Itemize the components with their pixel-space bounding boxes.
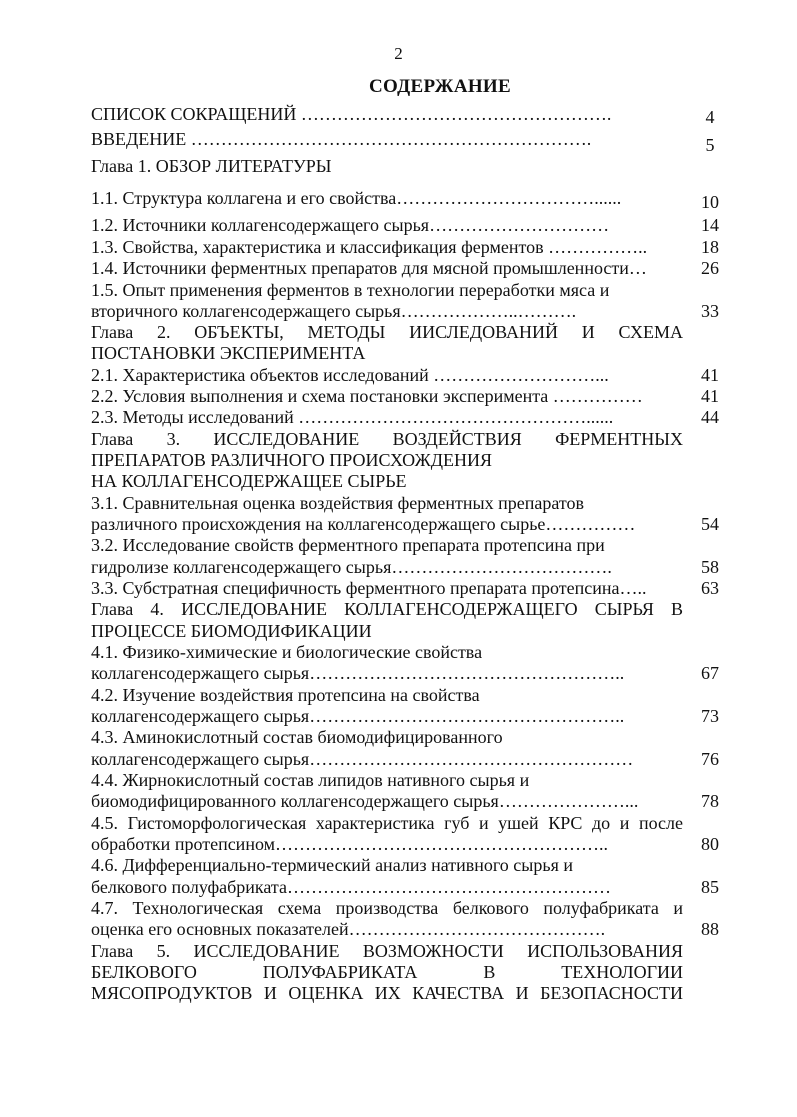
toc-entry-page xyxy=(690,321,730,343)
toc-entry-text: 4.3. Аминокислотный состав биомодифицированного xyxy=(91,727,503,747)
toc-entry-text: 4.7. Технологическая схема производства белкового полуфабриката и xyxy=(91,898,683,918)
toc-entry-text: ПРОЦЕССЕ БИОМОДИФИКАЦИИ xyxy=(91,621,372,641)
toc-entry-page: 33 xyxy=(701,301,719,321)
toc-entry-page: 76 xyxy=(701,749,719,769)
toc-entry-text: вторичного коллагенсодержащего сырья………………..………. xyxy=(91,301,577,321)
toc-entry-text: Глава 5. ИССЛЕДОВАНИЕ ВОЗМОЖНОСТИ ИСПОЛЬЗОВАНИЯ xyxy=(91,941,683,961)
toc-entry-page: 44 xyxy=(701,407,719,427)
toc-entry-text: различного происхождения на коллагенсодержащего сырье…………… xyxy=(91,514,636,534)
toc-entry-page xyxy=(690,428,730,450)
toc-entry-text: 1.5. Опыт применения ферментов в технологии переработки мяса и xyxy=(91,280,610,300)
toc-entry-page: 10 xyxy=(701,192,719,212)
toc-entry-page: 58 xyxy=(701,557,719,577)
toc-entry-page xyxy=(690,684,730,706)
toc-entry-text: Глава 2. ОБЪЕКТЫ, МЕТОДЫ ИИСЛЕДОВАНИЙ И СХЕМА xyxy=(91,322,683,342)
toc-entry-page: 63 xyxy=(701,578,719,598)
toc-entry-text: 1.3. Свойства, характеристика и классификация ферментов …………….. xyxy=(91,237,648,257)
toc-entry-page: 41 xyxy=(701,365,719,385)
toc-entry-page: 41 xyxy=(701,386,719,406)
toc-entry-text: Глава 4. ИССЛЕДОВАНИЕ КОЛЛАГЕНСОДЕРЖАЩЕГО СЫРЬЯ В xyxy=(91,599,683,619)
toc-entry-page: 26 xyxy=(701,258,719,278)
toc-entry-text: 4.2. Изучение воздействия протепсина на свойства xyxy=(91,685,480,705)
toc-entry-text: 2.3. Методы исследований …………………………………………...... xyxy=(91,407,614,427)
toc-entry-page xyxy=(690,726,730,748)
toc-entry-text: 2.1. Характеристика объектов исследований ………………………... xyxy=(91,365,609,385)
toc-entry-page: 67 xyxy=(701,663,719,683)
toc-entry-text: гидролизе коллагенсодержащего сырья………………………………. xyxy=(91,557,612,577)
toc-entry-text: коллагенсодержащего сырья…………………………………………….. xyxy=(91,706,625,726)
toc-entry-page: 18 xyxy=(701,237,719,257)
toc-entry-page xyxy=(690,342,730,364)
toc-entry-page xyxy=(690,982,730,1004)
toc-entry-page: 4 xyxy=(705,107,715,127)
toc-entry-page xyxy=(690,449,730,471)
toc-entry-page xyxy=(690,940,730,962)
toc-entry-text: ПОСТАНОВКИ ЭКСПЕРИМЕНТА xyxy=(91,343,366,363)
toc-entry-text: 4.5. Гистоморфологическая характеристика губ и ушей КРС до и после xyxy=(91,813,683,833)
toc-entry-page xyxy=(690,492,730,514)
toc-entry-text: обработки протепсином……………………………………………….. xyxy=(91,834,608,854)
toc-entry-page: 14 xyxy=(701,215,719,235)
toc-entry-text: 4.4. Жирнокислотный состав липидов нативного сырья и xyxy=(91,770,530,790)
toc-entry-page: 85 xyxy=(701,877,719,897)
toc-entry-text: 4.1. Физико-химические и биологические свойства xyxy=(91,642,483,662)
toc-entry-text: коллагенсодержащего сырья……………………………………………… xyxy=(91,749,634,769)
toc-entry-page xyxy=(690,961,730,983)
toc-entry-page xyxy=(690,769,730,791)
toc-entry-page: 78 xyxy=(701,791,719,811)
toc-entry-page: 5 xyxy=(705,135,715,155)
toc-entry-text: 3.3. Субстратная специфичность ферментного препарата протепсина….. xyxy=(91,578,647,598)
toc-entry-text: 3.2. Исследование свойств ферментного препарата протепсина при xyxy=(91,535,605,555)
toc-entry-text: ПРЕПАРАТОВ РАЗЛИЧНОГО ПРОИСХОЖДЕНИЯ xyxy=(91,450,493,470)
toc-entry-text: СПИСОК СОКРАЩЕНИЙ ……………………………………………. xyxy=(91,104,612,124)
toc-entry-text: коллагенсодержащего сырья…………………………………………….. xyxy=(91,663,625,683)
toc-entry-page: 54 xyxy=(701,514,719,534)
toc-entry-text: 3.1. Сравнительная оценка воздействия ферментных препаратов xyxy=(91,493,585,513)
toc-entry-text: МЯСОПРОДУКТОВ И ОЦЕНКА ИХ КАЧЕСТВА И БЕЗОПАСНОСТИ xyxy=(91,983,683,1003)
toc-entry-text: 2.2. Условия выполнения и схема постановки эксперимента …………… xyxy=(91,386,643,406)
toc-entry-text: Глава 3. ИССЛЕДОВАНИЕ ВОЗДЕЙСТВИЯ ФЕРМЕНТНЫХ xyxy=(91,429,683,449)
toc-entry-page xyxy=(690,534,730,556)
toc-title: СОДЕРЖАНИЕ xyxy=(369,76,511,97)
toc-entry-text: Глава 1. ОБЗОР ЛИТЕРАТУРЫ xyxy=(91,156,332,176)
toc-entry-page xyxy=(690,641,730,663)
toc-entry-page: 88 xyxy=(701,919,719,939)
toc-entry-text: ВВЕДЕНИЕ …………………………………………………………. xyxy=(91,129,592,149)
toc-entry-text: биомодифицированного коллагенсодержащего сырья…………………... xyxy=(91,791,639,811)
toc-entry-page: 80 xyxy=(701,834,719,854)
toc-entry-text: 1.4. Источники ферментных препаратов для мясной промышленности… xyxy=(91,258,647,278)
toc-entry-page xyxy=(690,897,730,919)
toc-entry-page xyxy=(690,598,730,620)
toc-entry-page xyxy=(690,279,730,301)
toc-entry-page xyxy=(690,620,730,642)
toc-entry-text: БЕЛКОВОГО ПОЛУФАБРИКАТА В ТЕХНОЛОГИИ xyxy=(91,962,683,982)
toc-entry-page xyxy=(690,812,730,834)
toc-entry-text: белкового полуфабриката……………………………………………… xyxy=(91,877,611,897)
toc-entry-page: 73 xyxy=(701,706,719,726)
toc-entry-text: 1.1. Структура коллагена и его свойства……………………………...... xyxy=(91,188,622,208)
toc-entry-text: 4.6. Дифференциально-термический анализ нативного сырья и xyxy=(91,855,573,875)
toc-entry-page xyxy=(690,470,730,492)
page-number: 2 xyxy=(394,44,403,63)
toc-entry-page xyxy=(690,854,730,876)
toc-entry-text: оценка его основных показателей……………………………………. xyxy=(91,919,606,939)
toc-entry-page xyxy=(690,155,730,177)
toc-entry-text: 1.2. Источники коллагенсодержащего сырья………………………… xyxy=(91,215,610,235)
toc-entry-text: НА КОЛЛАГЕНСОДЕРЖАЩЕЕ СЫРЬЕ xyxy=(91,471,407,491)
